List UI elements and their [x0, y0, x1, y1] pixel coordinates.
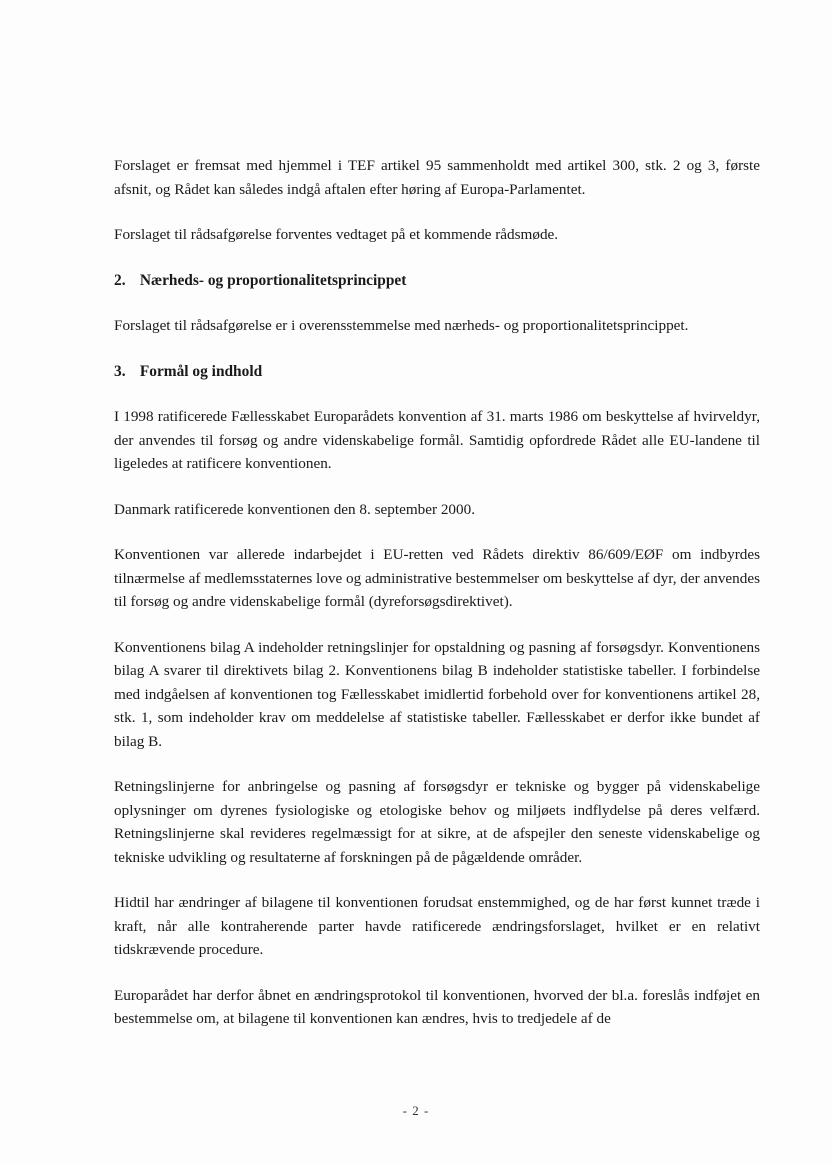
document-body	[114, 154, 760, 1053]
paragraph: Konventionen var allerede indarbejdet i EU-retten ved Rådets direktiv 86/609/EØF om indbyrdes tilnærmelse af medlemsstaternes love og administrative bestemmelser om beskyttelse af dyr, der anvendes til forsøg og andre videnskabelige formål (dyreforsøgsdirektivet).	[114, 546, 760, 610]
page-number: - 2 -	[402, 1103, 430, 1118]
paragraph: Europarådet har derfor åbnet en ændringsprotokol til konventionen, hvorved der bl.a. foreslås indføjet en bestemmelse om, at bilagene til konventionen kan ændres, hvis to tredjedele af de	[114, 986, 760, 1027]
paragraph: Danmark ratificerede konventionen den 8. september 2000.	[114, 500, 475, 518]
section-title: Nærheds- og proportionalitetsprincippet	[139, 271, 407, 289]
paragraph: Konventionens bilag A indeholder retningslinjer for opstaldning og pasning af forsøgsdyr. Konventionens bilag A svarer til direktivets bilag 2. Konventionens bilag B indeholder statistiske tabeller. I forbindelse med indgåelsen af konventionen tog Fællesskabet imidlertid forbehold over for konventionens artikel 28, stk. 1, som indeholder krav om meddelelse af statistiske tabeller. Fællesskabet er derfor ikke bundet af bilag B.	[114, 638, 760, 750]
paragraph: Hidtil har ændringer af bilagene til konventionen forudsat enstemmighed, og de har først kunnet træde i kraft, når alle kontraherende parter havde ratificerede ændringsforslaget, hvilket er en relativt tidskrævende procedure.	[114, 894, 760, 958]
paragraph: Forslaget er fremsat med hjemmel i TEF artikel 95 sammenholdt med artikel 300, stk. 2 og 3, første afsnit, og Rådet kan således indgå aftalen efter høring af Europa-Parlamentet.	[114, 157, 760, 198]
paragraph: Forslaget til rådsafgørelse forventes vedtaget på et kommende rådsmøde.	[114, 226, 559, 243]
section-heading-3	[114, 360, 760, 384]
paragraph: Forslaget til rådsafgørelse er i overensstemmelse med nærheds- og proportionalitetsprincippet.	[114, 317, 689, 334]
paragraph: I 1998 ratificerede Fællesskabet Europarådets konvention af 31. marts 1986 om beskyttelse af hvirveldyr, der anvendes til forsøg og andre videnskabelige formål. Samtidig opfordrede Rådet alle EU-landene til ligeledes at ratificere konventionen.	[114, 408, 760, 472]
paragraph: Retningslinjerne for anbringelse og pasning af forsøgsdyr er tekniske og bygger på videnskabelige oplysninger om dyrenes fysiologiske og etologiske behov og miljøets indflydelse på deres velfærd. Retningslinjerne skal revideres regelmæssigt for at sikre, at de afspejler den seneste videnskabelige og tekniske udvikling og resultaterne af forskningen på de pågældende områder.	[114, 778, 760, 866]
section-heading-2	[114, 269, 760, 293]
section-number: 2.	[114, 271, 126, 289]
section-number: 3.	[114, 362, 126, 380]
section-title: Formål og indhold	[139, 362, 263, 380]
